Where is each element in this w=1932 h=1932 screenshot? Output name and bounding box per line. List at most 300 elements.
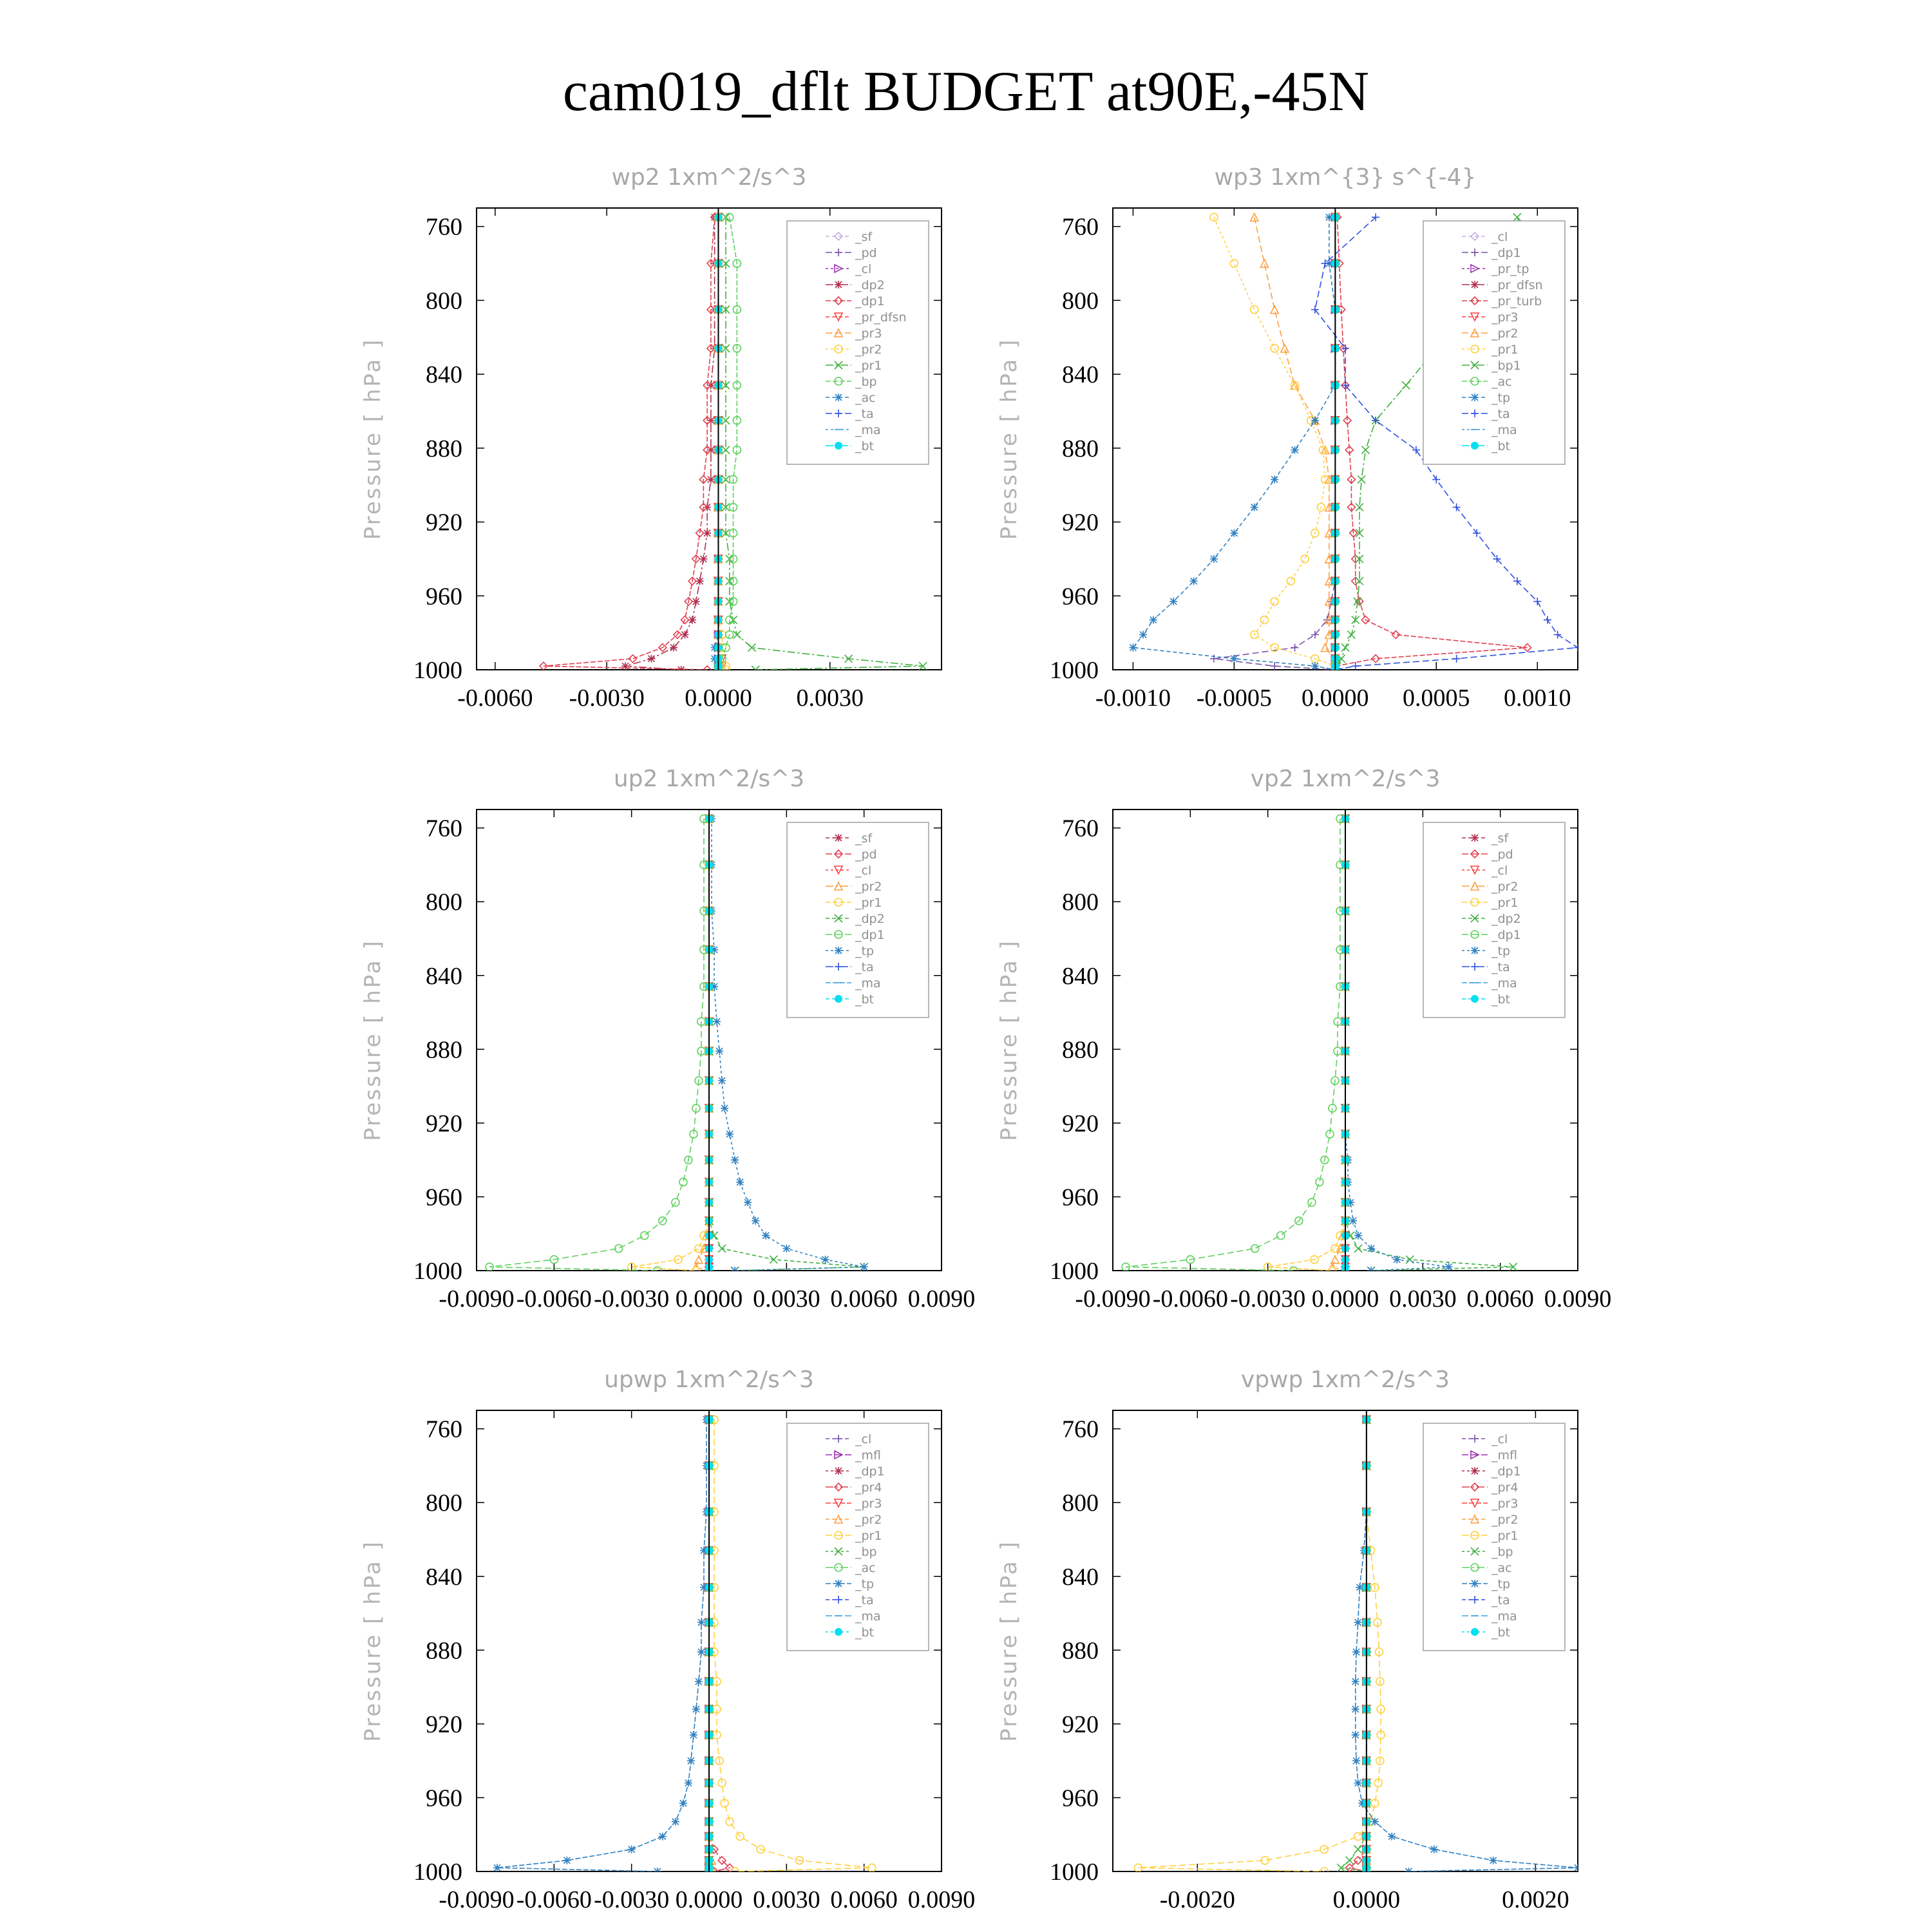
- legend-label: _pr2: [1492, 880, 1519, 894]
- data-point-tp: [672, 1818, 679, 1826]
- data-point-tp: [1352, 1678, 1359, 1685]
- legend-label: _ma: [855, 423, 881, 437]
- data-point-dp2: [670, 644, 677, 652]
- y-tick-label: 880: [1062, 435, 1099, 462]
- data-point-bp1: [1358, 476, 1365, 484]
- x-tick-label: 0.0000: [675, 1285, 743, 1312]
- legend-label: _cl: [855, 262, 872, 276]
- series-line-pr2: [1255, 217, 1336, 670]
- legend-label: _cl: [855, 1432, 872, 1446]
- data-point-dp2: [647, 655, 655, 663]
- x-tick-label: -0.0010: [1095, 685, 1171, 712]
- data-point-tp: [1352, 1757, 1360, 1765]
- y-tick-label: 920: [1062, 1710, 1099, 1738]
- legend-label: _dp2: [855, 912, 885, 926]
- legend-label: _pr2: [855, 1513, 882, 1527]
- x-tick-label: 0.0000: [1332, 1886, 1401, 1913]
- y-tick-label: 1000: [1050, 1258, 1099, 1285]
- data-point-tp: [726, 1130, 734, 1138]
- data-point-tp: [493, 1864, 501, 1871]
- data-point-tp: [1354, 1779, 1362, 1787]
- legend-label: _dp2: [1492, 912, 1521, 926]
- legend-label: _bt: [1492, 439, 1511, 453]
- panel-title: vp2 1xm^2/s^3: [1250, 766, 1441, 792]
- y-tick-label: 920: [1062, 1110, 1099, 1137]
- legend-marker: [835, 1628, 842, 1636]
- legend-label: _cl: [1492, 230, 1508, 244]
- data-point-dp2: [688, 616, 696, 624]
- legend-label: _sf: [855, 831, 873, 846]
- legend-label: _ta: [1492, 407, 1510, 421]
- legend-marker: [1471, 393, 1479, 401]
- legend-label: _pr3: [855, 327, 882, 341]
- legend-label: _ta: [1492, 960, 1510, 974]
- legend-label: _pr3: [1492, 310, 1519, 325]
- x-tick-label: 0.0030: [796, 685, 864, 712]
- data-point-tp: [1352, 1731, 1359, 1739]
- data-point-tp: [1490, 1857, 1497, 1864]
- legend-label: _pd: [855, 246, 877, 260]
- data-point-tp: [1230, 529, 1238, 537]
- y-tick-label: 960: [1062, 1785, 1099, 1812]
- y-tick-label: 840: [426, 962, 462, 990]
- data-point-tp: [628, 1846, 636, 1853]
- legend-label: _dp1: [855, 1464, 885, 1479]
- y-tick-label: 800: [1062, 889, 1099, 916]
- y-axis-label: Pressure [ hPa ]: [360, 939, 386, 1141]
- series-line-dp2: [625, 217, 715, 670]
- legend-marker: [835, 1580, 842, 1587]
- data-point-ta: [1554, 631, 1562, 639]
- data-point-pr1: [733, 631, 741, 639]
- x-tick-label: -0.0030: [594, 1886, 670, 1913]
- data-point-ta: [1412, 446, 1420, 454]
- y-tick-label: 920: [426, 509, 462, 536]
- legend-label: _pr1: [855, 896, 882, 910]
- data-point-dp2: [696, 577, 704, 585]
- data-point-tp: [695, 1678, 703, 1685]
- y-tick-label: 880: [426, 1637, 462, 1665]
- data-point-tp: [659, 1833, 667, 1841]
- y-tick-label: 1000: [1050, 1859, 1099, 1886]
- legend-marker: [835, 393, 842, 401]
- legend-label: _pr2: [1492, 327, 1519, 341]
- x-tick-label: 0.0060: [830, 1886, 898, 1913]
- data-point-dp2: [707, 476, 715, 484]
- legend-label: _pr1: [1492, 896, 1519, 910]
- data-point-bp1: [1513, 213, 1521, 221]
- data-point-tp: [679, 1799, 687, 1807]
- legend-label: _tp: [1492, 1577, 1511, 1591]
- data-point-bp1: [1361, 446, 1369, 454]
- y-tick-label: 760: [426, 213, 462, 241]
- legend-label: _pr2: [1492, 1513, 1519, 1527]
- x-tick-label: 0.0020: [1502, 1886, 1569, 1913]
- panel-2: [996, 164, 1582, 712]
- legend-label: _pr2: [855, 880, 882, 894]
- data-point-tp: [687, 1757, 695, 1765]
- y-tick-label: 880: [1062, 1036, 1099, 1064]
- y-tick-label: 840: [426, 1563, 462, 1591]
- data-point-tp: [1352, 1648, 1360, 1656]
- data-point-dp2: [703, 529, 711, 537]
- legend-label: _dp1: [855, 928, 885, 942]
- legend-label: _pr_dfsn: [1492, 278, 1543, 292]
- data-point-tp: [721, 1104, 728, 1112]
- legend-label: _ta: [855, 407, 874, 421]
- x-tick-label: -0.0090: [439, 1886, 515, 1913]
- y-tick-label: 840: [426, 361, 462, 389]
- x-tick-label: -0.0030: [569, 685, 645, 712]
- legend-marker: [1471, 1580, 1479, 1587]
- y-tick-label: 880: [426, 435, 462, 462]
- legend-label: _ma: [855, 1609, 881, 1624]
- figure-title: cam019_dflt BUDGET at90E,-45N: [562, 61, 1370, 123]
- series-line-tp: [1133, 217, 1335, 670]
- y-tick-label: 760: [1062, 213, 1099, 241]
- legend: [1423, 822, 1565, 1018]
- legend-label: _cl: [855, 864, 872, 878]
- legend-label: _mfl: [855, 1448, 881, 1463]
- legend-label: _pr4: [855, 1481, 882, 1495]
- legend-label: _dp1: [855, 294, 885, 308]
- panel-title: upwp 1xm^2/s^3: [604, 1367, 814, 1393]
- legend-label: _bp: [855, 1545, 877, 1559]
- legend-label: _bp: [855, 375, 877, 389]
- legend-label: _pd: [855, 848, 877, 862]
- data-point-tp: [1311, 662, 1319, 670]
- data-point-tp: [731, 1267, 739, 1274]
- series-line-tp: [497, 1419, 706, 1871]
- x-tick-label: 0.0030: [753, 1886, 820, 1913]
- x-tick-label: -0.0005: [1196, 685, 1272, 712]
- legend-marker: [1471, 1628, 1479, 1636]
- y-axis-label: Pressure [ hPa ]: [360, 1540, 386, 1742]
- y-tick-label: 920: [426, 1110, 462, 1137]
- data-point-tp: [1371, 1818, 1379, 1826]
- data-point-dp2: [718, 1245, 726, 1253]
- panel-4: [996, 766, 1611, 1312]
- data-point-tp: [762, 1232, 770, 1240]
- data-point-pr1: [1251, 306, 1258, 314]
- y-tick-label: 960: [426, 1184, 462, 1211]
- data-point-tp: [685, 1779, 692, 1787]
- legend-label: _pr_dfsn: [855, 310, 907, 325]
- legend-label: _pd: [1492, 848, 1513, 862]
- data-point-pr1: [1260, 616, 1268, 624]
- data-point-tp: [718, 1077, 726, 1084]
- y-axis-label: Pressure [ hPa ]: [996, 337, 1022, 540]
- legend-label: _ac: [855, 391, 876, 405]
- panel-title: wp2 1xm^2/s^3: [611, 164, 807, 191]
- panel-3: [360, 766, 975, 1312]
- legend-label: _bt: [855, 992, 875, 1007]
- data-point-tp: [713, 1018, 721, 1025]
- panel-title: up2 1xm^2/s^3: [613, 766, 805, 792]
- data-point-tp: [563, 1857, 571, 1864]
- x-tick-label: 0.0000: [1311, 1285, 1379, 1312]
- legend-marker: [835, 1467, 842, 1475]
- legend-marker: [1471, 947, 1479, 954]
- y-tick-label: 920: [1062, 509, 1099, 536]
- legend-label: _ac: [1492, 375, 1512, 389]
- panel-5: [360, 1367, 975, 1913]
- legend-label: _cl: [1492, 864, 1508, 878]
- y-tick-label: 960: [1062, 1184, 1099, 1211]
- data-point-pr2: [1260, 260, 1268, 267]
- data-point-tp: [1393, 1256, 1401, 1264]
- legend: [1423, 1423, 1565, 1651]
- y-tick-label: 880: [426, 1036, 462, 1064]
- data-point-tp: [715, 1047, 723, 1055]
- legend-label: _bp: [1492, 1545, 1513, 1559]
- data-point-tp: [1311, 417, 1319, 424]
- data-point-tp: [1354, 1618, 1362, 1626]
- legend-label: _ta: [855, 1593, 874, 1607]
- series-line-pr1: [1138, 1419, 1381, 1871]
- legend-label: _pr_turb: [1492, 294, 1542, 308]
- x-tick-label: -0.0090: [439, 1285, 515, 1312]
- legend-marker: [835, 281, 842, 289]
- data-point-ta: [1453, 655, 1461, 663]
- legend-label: _pr1: [1492, 1529, 1519, 1543]
- data-point-tp: [736, 1179, 744, 1186]
- x-tick-label: 0.0000: [675, 1886, 743, 1913]
- data-point-dp1: [1271, 662, 1278, 670]
- y-tick-label: 960: [1062, 583, 1099, 611]
- data-point-pr1: [726, 1818, 734, 1826]
- legend-label: _bt: [1492, 992, 1511, 1007]
- data-point-tp: [1190, 577, 1198, 585]
- data-point-ta: [1432, 476, 1440, 484]
- data-point-tp: [1430, 1846, 1438, 1853]
- y-axis-label: Pressure [ hPa ]: [360, 337, 386, 540]
- data-point-tp: [697, 1618, 705, 1626]
- data-point-tp: [1170, 598, 1177, 605]
- legend-label: _ma: [1492, 1609, 1517, 1624]
- data-point-pr1: [1230, 260, 1238, 267]
- y-tick-label: 960: [426, 1785, 462, 1812]
- data-point-dp2: [1354, 1245, 1362, 1253]
- legend-label: _tp: [1492, 944, 1511, 958]
- data-point-tp: [1367, 1245, 1375, 1253]
- legend-label: _ma: [1492, 976, 1517, 990]
- x-tick-label: 0.0000: [1302, 685, 1369, 712]
- x-tick-label: 0.0090: [907, 1886, 976, 1913]
- y-tick-label: 840: [1062, 361, 1099, 389]
- legend-label: _bp1: [1492, 359, 1521, 373]
- legend-label: _tp: [855, 944, 875, 958]
- legend-label: _pr2: [855, 343, 882, 357]
- series-line-dp1: [1214, 217, 1335, 670]
- legend-marker: [1471, 834, 1479, 842]
- data-point-tp: [782, 1245, 790, 1253]
- data-point-dp1: [641, 1232, 649, 1240]
- legend-marker: [1471, 442, 1479, 450]
- legend-label: _pr_tp: [1492, 262, 1530, 276]
- legend: [787, 1423, 929, 1651]
- x-tick-label: 0.0005: [1403, 685, 1470, 712]
- x-tick-label: 0.0000: [685, 685, 752, 712]
- data-point-dp1: [679, 1179, 687, 1186]
- legend-label: _pr4: [1492, 1481, 1519, 1495]
- legend-label: _bt: [855, 1625, 875, 1640]
- data-point-dp2: [681, 631, 688, 639]
- x-tick-label: 0.0090: [907, 1285, 976, 1312]
- y-tick-label: 800: [1062, 1490, 1099, 1517]
- data-point-tp: [860, 1263, 868, 1271]
- data-point-bp: [1354, 1846, 1362, 1853]
- data-point-ta: [1544, 616, 1551, 624]
- data-point-dp2: [770, 1256, 777, 1264]
- legend-marker: [1471, 995, 1479, 1003]
- data-point-tp: [731, 1156, 739, 1164]
- data-point-tp: [1444, 1263, 1452, 1271]
- y-tick-label: 960: [426, 583, 462, 611]
- data-point-pr1: [1354, 1833, 1362, 1841]
- data-point-tp: [1139, 631, 1147, 639]
- x-tick-label: -0.0060: [1152, 1285, 1228, 1312]
- data-point-tp: [1291, 446, 1299, 454]
- data-point-tp: [1405, 1868, 1412, 1875]
- data-point-tp: [744, 1198, 752, 1206]
- data-point-bp1: [1341, 644, 1349, 652]
- legend-marker: [1471, 1467, 1479, 1475]
- y-tick-label: 800: [1062, 287, 1099, 315]
- data-point-dp1: [1291, 644, 1299, 652]
- legend-label: _pr3: [855, 1497, 882, 1511]
- x-tick-label: 0.0030: [753, 1285, 820, 1312]
- legend-label: _sf: [855, 230, 873, 244]
- data-point-tp: [1251, 504, 1258, 511]
- legend-label: _cl: [1492, 1432, 1508, 1446]
- legend-marker: [835, 947, 842, 954]
- legend-label: _pr1: [1492, 343, 1519, 357]
- series-line-pr1: [1214, 217, 1335, 670]
- x-tick-label: -0.0030: [594, 1285, 670, 1312]
- data-point-dp1: [1277, 1232, 1285, 1240]
- y-tick-label: 800: [426, 889, 462, 916]
- y-tick-label: 840: [1062, 962, 1099, 990]
- legend-label: _dp1: [1492, 1464, 1521, 1479]
- panel-title: vpwp 1xm^2/s^3: [1240, 1367, 1450, 1393]
- x-tick-label: 0.0010: [1503, 685, 1571, 712]
- legend-label: _dp1: [1492, 928, 1521, 942]
- data-point-tp: [1129, 644, 1137, 652]
- data-point-tp: [690, 1731, 697, 1739]
- legend-label: _pr1: [855, 1529, 882, 1543]
- legend: [787, 822, 929, 1018]
- x-tick-label: 0.0060: [830, 1285, 898, 1312]
- legend-label: _pr3: [1492, 1497, 1519, 1511]
- data-point-tp: [1388, 1833, 1396, 1841]
- legend-label: _bt: [855, 439, 875, 453]
- legend: [1423, 221, 1565, 464]
- legend-marker: [835, 834, 842, 842]
- data-point-dp1: [1316, 1179, 1323, 1186]
- legend-label: _tp: [855, 1577, 875, 1591]
- legend-label: _ma: [855, 976, 881, 990]
- y-axis-label: Pressure [ hPa ]: [996, 939, 1022, 1141]
- data-point-pr1: [1301, 555, 1309, 563]
- data-point-pr2: [1281, 345, 1289, 352]
- legend: [787, 221, 929, 464]
- x-tick-label: -0.0060: [457, 685, 533, 712]
- y-tick-label: 800: [426, 1490, 462, 1517]
- series-line-dp1: [544, 217, 715, 670]
- y-tick-label: 840: [1062, 1563, 1099, 1591]
- panel-6: [996, 1367, 1582, 1913]
- data-point-tp: [1352, 1705, 1359, 1713]
- data-point-tp: [692, 1705, 700, 1713]
- series-line-pr1: [632, 819, 709, 1271]
- data-point-tp: [1210, 555, 1218, 563]
- y-tick-label: 760: [426, 1416, 462, 1443]
- y-tick-label: 1000: [413, 1859, 462, 1886]
- x-tick-label: 0.0090: [1544, 1285, 1612, 1312]
- legend-marker: [835, 995, 842, 1003]
- legend-label: _bt: [1492, 1625, 1511, 1640]
- data-point-bp1: [1347, 631, 1355, 639]
- legend-marker: [1471, 281, 1479, 289]
- y-tick-label: 800: [426, 287, 462, 315]
- y-tick-label: 880: [1062, 1637, 1099, 1665]
- data-point-tp: [1150, 616, 1157, 624]
- x-tick-label: 0.0060: [1466, 1285, 1534, 1312]
- data-point-ta: [1574, 644, 1582, 652]
- data-point-tp: [1354, 1232, 1362, 1240]
- data-point-dp2: [621, 662, 629, 670]
- legend-label: _sf: [1492, 831, 1509, 846]
- series-line-pr1: [1268, 819, 1345, 1271]
- data-point-dp2: [677, 666, 685, 674]
- legend-label: _ma: [1492, 423, 1517, 437]
- y-tick-label: 1000: [413, 657, 462, 684]
- data-point-tp: [697, 1648, 705, 1656]
- panel-1: [360, 164, 942, 712]
- data-point-tp: [752, 1217, 759, 1225]
- panel-title: wp3 1xm^{3} s^{-4}: [1214, 164, 1477, 191]
- x-tick-label: -0.0020: [1159, 1886, 1235, 1913]
- legend-label: _dp1: [1492, 246, 1521, 260]
- data-point-dp2: [692, 598, 700, 605]
- data-point-bp: [1346, 1857, 1354, 1864]
- data-point-pr2: [1271, 306, 1278, 314]
- x-tick-label: -0.0060: [516, 1886, 592, 1913]
- y-tick-label: 760: [1062, 1416, 1099, 1443]
- x-tick-label: -0.0030: [1230, 1285, 1306, 1312]
- x-tick-label: -0.0090: [1075, 1285, 1151, 1312]
- data-point-ta: [1321, 260, 1329, 267]
- legend-label: _ac: [855, 1561, 876, 1575]
- data-point-dp2: [699, 555, 707, 563]
- data-point-tp: [1230, 655, 1238, 663]
- data-point-pr1: [1287, 577, 1294, 585]
- legend-label: _mfl: [1492, 1448, 1517, 1463]
- data-point-pr1: [1271, 598, 1278, 605]
- legend-marker: [835, 442, 842, 450]
- x-tick-label: 0.0030: [1389, 1285, 1457, 1312]
- data-point-tp: [822, 1256, 829, 1264]
- legend-label: _dp2: [855, 278, 885, 292]
- y-tick-label: 1000: [1050, 657, 1099, 684]
- y-tick-label: 760: [426, 815, 462, 842]
- data-point-bp1: [1402, 381, 1410, 389]
- legend-label: _pr1: [855, 359, 882, 373]
- data-point-tp: [1271, 476, 1278, 484]
- y-tick-label: 760: [1062, 815, 1099, 842]
- data-point-tp: [1574, 1864, 1582, 1871]
